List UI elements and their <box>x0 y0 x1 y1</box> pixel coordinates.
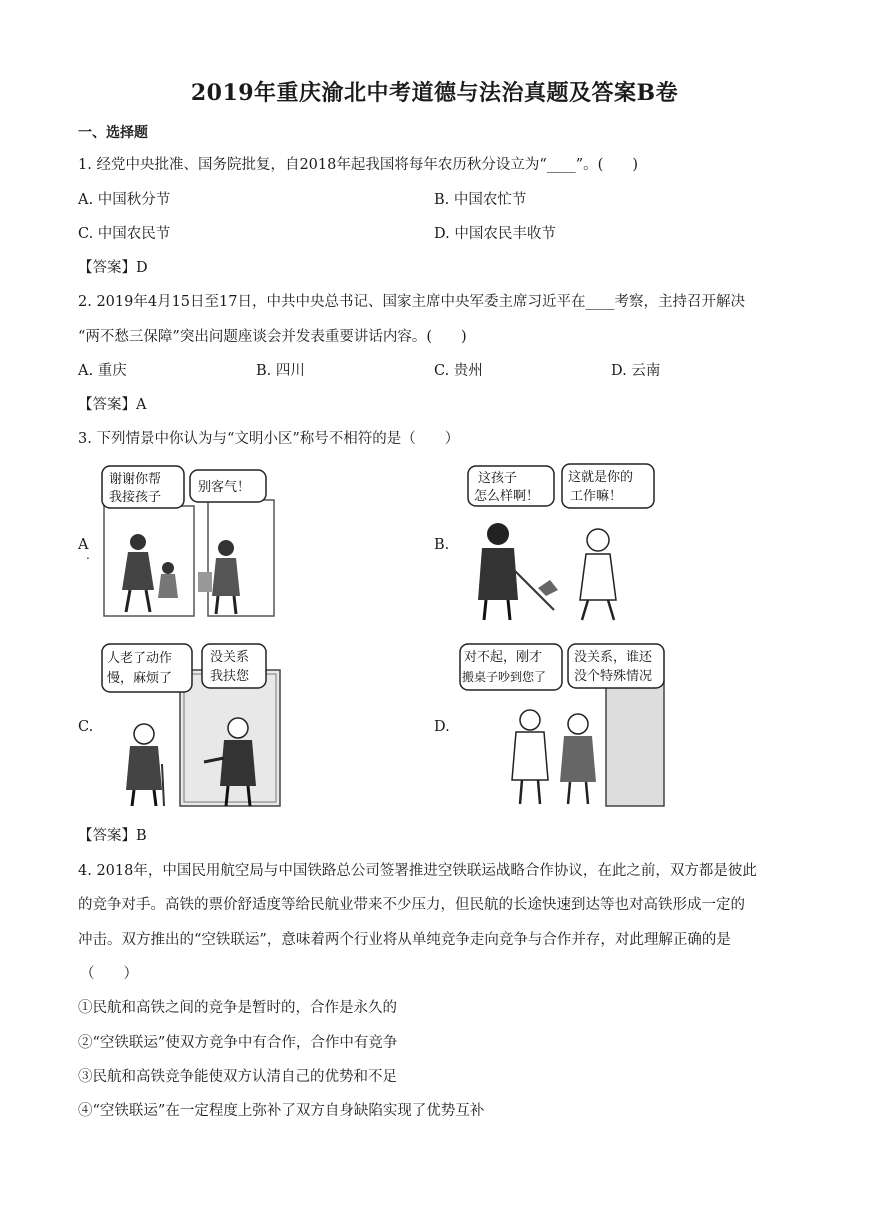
cartoon-d-bubble2-line2: 没个特殊情况 <box>574 669 653 684</box>
q2-option-b: B. 四川 <box>256 363 305 379</box>
cartoon-c-bubble1-line1: 人老了动作 <box>107 651 173 666</box>
q2-option-d: D. 云南 <box>611 363 661 379</box>
q1-option-d: D. 中国农民丰收节 <box>434 226 556 242</box>
cartoon-a-image <box>98 460 280 618</box>
cartoon-a-bubble2: 别客气！ <box>198 480 251 495</box>
q2-answer: 【答案】A <box>78 397 147 413</box>
page-title: 2019年重庆渝北中考道德与法治真题及答案B卷 <box>190 80 679 106</box>
q4-item-2: ②“空铁联运”使双方竞争中有合作，合作中有竞争 <box>78 1035 398 1051</box>
q1-option-c: C. 中国农民节 <box>78 226 171 242</box>
q4-line3: 冲击。双方推出的“空铁联运”，意味着两个行业将从单纯竞争走向竞争与合作并存，对此理解正确的是 <box>78 932 731 948</box>
cartoon-c-bubble2-line1: 没关系 <box>210 650 250 665</box>
cartoon-d-bubble1-line1: 对不起，刚才 <box>464 650 543 665</box>
q3-answer: 【答案】B <box>78 828 147 844</box>
q2-option-c: C. 贵州 <box>434 363 483 379</box>
q2-stem-line1: 2. 2019年4月15日至17日，中共中央总书记、国家主席中央军委主席习近平在____考察，主持召开解决 <box>78 294 745 310</box>
q3-label-b: B. <box>434 537 450 553</box>
cartoon-a-bubble1-line2: 我接孩子 <box>109 490 162 505</box>
q4-line2: 的竞争对手。高铁的票价舒适度等给民航业带来不少压力，但民航的长途快速到达等也对高铁形成一定的 <box>78 897 745 913</box>
cartoon-a-bubble1-line1: 谢谢你帮 <box>109 472 162 487</box>
cartoon-c-bubble2-line2: 我扶您 <box>210 669 250 684</box>
q1-answer: 【答案】D <box>78 260 148 276</box>
q4-line1: 4. 2018年，中国民用航空局与中国铁路总公司签署推进空铁联运战略合作协议，在此之前，双方都是彼此 <box>78 863 757 879</box>
q4-item-4: ④“空铁联运”在一定程度上弥补了双方自身缺陷实现了优势互补 <box>78 1103 485 1119</box>
q3-label-c: C. <box>78 719 94 735</box>
cartoon-d-bubble2-line1: 没关系，谁还 <box>574 650 653 665</box>
q3-label-d: D. <box>434 719 450 735</box>
q3-label-a-dot: . <box>86 548 90 562</box>
cartoon-b-bubble1-line2: 怎么样啊！ <box>474 489 540 504</box>
q4-item-1: ①民航和高铁之间的竞争是暂时的，合作是永久的 <box>78 1000 397 1016</box>
q2-option-a: A. 重庆 <box>78 363 127 379</box>
cartoon-b-bubble2-line1: 这就是你的 <box>568 470 634 485</box>
q2-stem-line2: “两不愁三保障”突出问题座谈会并发表重要讲话内容。( ) <box>78 329 467 345</box>
q1-option-b: B. 中国农忙节 <box>434 192 527 208</box>
cartoon-d-bubble1-line2: 搬桌子吵到您了 <box>462 670 547 684</box>
cartoon-d-image <box>456 640 668 808</box>
q4-item-3: ③民航和高铁竞争能使双方认清自己的优势和不足 <box>78 1069 397 1085</box>
cartoon-c-image <box>98 640 284 810</box>
cartoon-b-image <box>458 460 660 622</box>
cartoon-b-bubble1-line1: 这孩子 <box>478 471 518 486</box>
q3-stem: 3. 下列情景中你认为与“文明小区”称号不相符的是（ ） <box>78 431 460 447</box>
section-heading: 一、选择题 <box>78 125 148 141</box>
q1-option-a: A. 中国秋分节 <box>78 192 171 208</box>
q1-stem: 1. 经党中央批准、国务院批复，自2018年起我国将每年农历秋分设立为“____”。( ) <box>78 157 638 173</box>
q3-label-a: A <box>78 537 89 553</box>
cartoon-b-bubble2-line2: 工作嘛！ <box>570 489 623 504</box>
cartoon-c-bubble1-line2: 慢，麻烦了 <box>107 671 173 686</box>
q4-line4: （ ） <box>80 966 138 982</box>
